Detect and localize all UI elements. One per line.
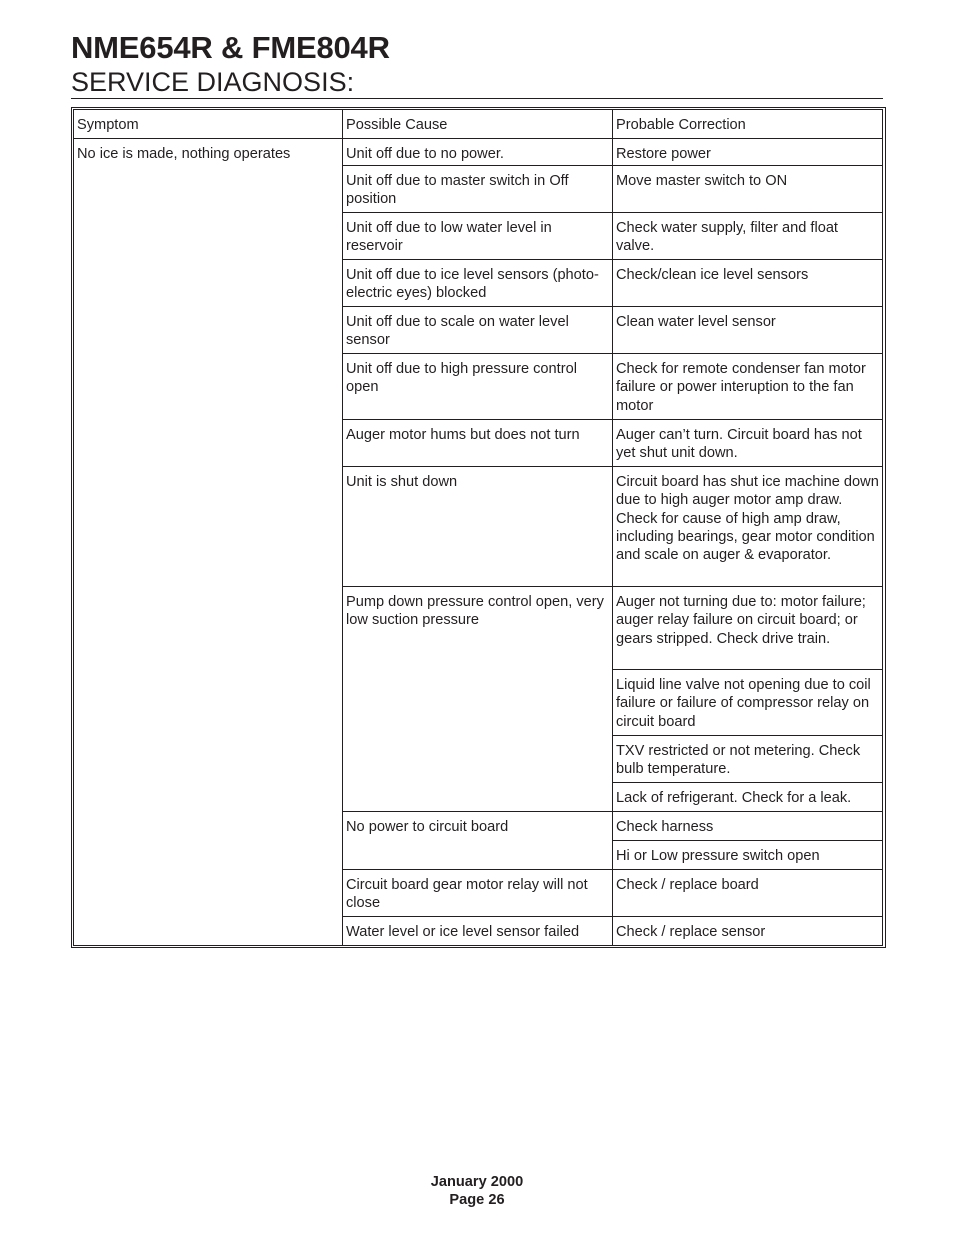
- correction-cell: Check harness: [613, 812, 883, 841]
- cause-cell: Unit off due to low water level in reservoir: [343, 213, 613, 260]
- footer-date: January 2000: [430, 1174, 524, 1190]
- cause-cell: Circuit board gear motor relay will not close: [343, 870, 613, 917]
- header-possible-cause: Possible Cause: [343, 110, 613, 139]
- header-probable-correction: Probable Correction: [613, 110, 883, 139]
- footer-page-number: Page 26: [449, 1192, 505, 1208]
- symptom-cell: No ice is made, nothing operates: [74, 139, 343, 946]
- page-footer: [0, 1173, 954, 1209]
- service-diagnosis-table: [71, 107, 886, 948]
- table-row: [74, 139, 883, 166]
- cause-cell: Unit is shut down: [343, 467, 613, 587]
- cause-cell: Unit off due to scale on water level sensor: [343, 307, 613, 354]
- correction-cell: Check for remote condenser fan motor failure or power interuption to the fan motor: [613, 354, 883, 420]
- correction-cell: Auger not turning due to: motor failure; auger relay failure on circuit board; or gears stripped. Check drive train.: [613, 587, 883, 670]
- cause-cell: Pump down pressure control open, very low suction pressure: [343, 587, 613, 812]
- header-symptom: Symptom: [74, 110, 343, 139]
- correction-cell: Check water supply, filter and float valve.: [613, 213, 883, 260]
- correction-cell: Move master switch to ON: [613, 166, 883, 213]
- header-divider: [71, 98, 883, 99]
- correction-cell: Check / replace board: [613, 870, 883, 917]
- cause-cell: Unit off due to high pressure control open: [343, 354, 613, 420]
- section-title: SERVICE DIAGNOSIS:: [71, 67, 355, 97]
- cause-cell: Water level or ice level sensor failed: [343, 917, 613, 946]
- cause-cell: Unit off due to ice level sensors (photo-electric eyes) blocked: [343, 260, 613, 307]
- correction-cell: TXV restricted or not metering. Check bulb temperature.: [613, 736, 883, 783]
- correction-cell: Lack of refrigerant. Check for a leak.: [613, 783, 883, 812]
- correction-cell: Check / replace sensor: [613, 917, 883, 946]
- correction-cell: Auger can’t turn. Circuit board has not yet shut unit down.: [613, 420, 883, 467]
- correction-cell: Clean water level sensor: [613, 307, 883, 354]
- cause-cell: Auger motor hums but does not turn: [343, 420, 613, 467]
- cause-cell: Unit off due to master switch in Off position: [343, 166, 613, 213]
- cause-cell: No power to circuit board: [343, 812, 613, 870]
- correction-cell: Liquid line valve not opening due to coil failure or failure of compressor relay on circuit board: [613, 670, 883, 736]
- correction-cell: Circuit board has shut ice machine down due to high auger motor amp draw. Check for cause of high amp draw, including bearings, gear motor condition and scale on auger & evaporator.: [613, 467, 883, 587]
- page-title: NME654R & FME804R: [71, 30, 390, 65]
- table-header-row: [74, 110, 883, 139]
- cause-cell: Unit off due to no power.: [343, 139, 613, 166]
- correction-cell: Check/clean ice level sensors: [613, 260, 883, 307]
- correction-cell: Hi or Low pressure switch open: [613, 841, 883, 870]
- correction-cell: Restore power: [613, 139, 883, 166]
